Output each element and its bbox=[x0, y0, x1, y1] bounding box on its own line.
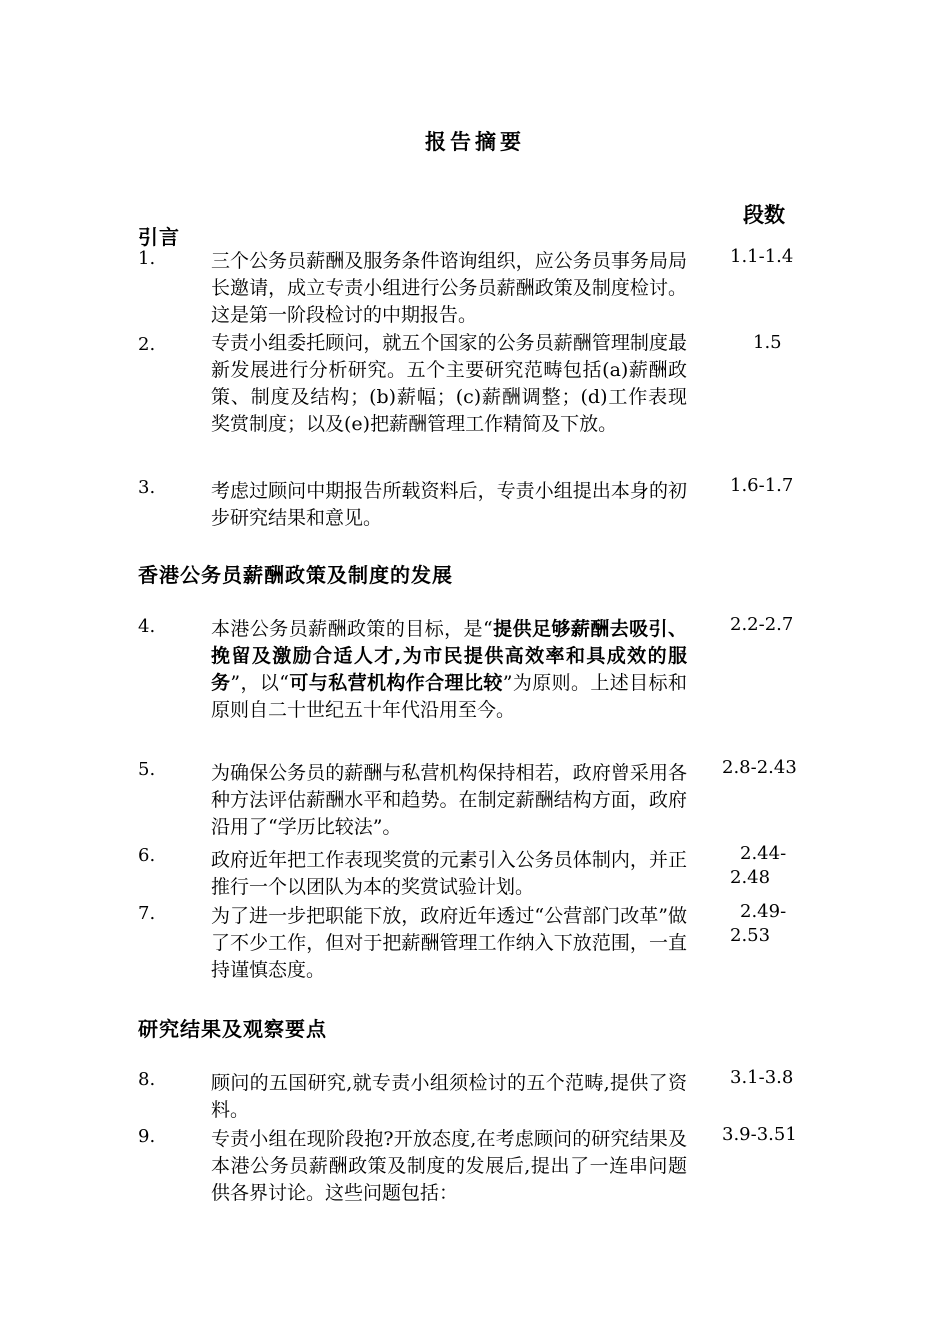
section-heading-intro: 引言 bbox=[138, 225, 180, 249]
paragraph-column-header: 段数 bbox=[743, 203, 785, 227]
item-text: 政府近年把工作表现奖赏的元素引入公务员体制内，并正推行一个以团队为本的奖赏试验计划。 bbox=[211, 849, 687, 898]
item-number: 5. bbox=[138, 759, 156, 780]
item-text: 三个公务员薪酬及服务条件谘询组织，应公务员事务局局长邀请，成立专责小组进行公务员薪酬政策及制度检讨。这是第一阶段检讨的中期报告。 bbox=[211, 250, 687, 326]
item-text: 为确保公务员的薪酬与私营机构保持相若，政府曾采用各种方法评估薪酬水平和趋势。在制定薪酬结构方面，政府沿用了“学历比较法”。 bbox=[211, 762, 687, 838]
item-number: 9. bbox=[138, 1126, 156, 1147]
item-text: 为了进一步把职能下放，政府近年透过“公营部门改革”做了不少工作，但对于把薪酬管理工作纳入下放范围，一直持谨慎态度。 bbox=[211, 905, 687, 981]
paragraph-ref: 2.49-2.53 bbox=[730, 901, 787, 946]
section-heading-development: 香港公务员薪酬政策及制度的发展 bbox=[138, 563, 453, 587]
item-number: 8. bbox=[138, 1069, 156, 1090]
item-number: 2. bbox=[138, 334, 156, 355]
item-number: 3. bbox=[138, 477, 156, 498]
bold-phrase: 提供足够薪酬去吸引、挽留及激励合适人才,为市民提供高效率和具成效的服务 bbox=[211, 618, 687, 694]
paragraph-ref: 3.9-3.51 bbox=[722, 1124, 797, 1145]
item-number: 6. bbox=[138, 845, 156, 866]
item-text: 顾问的五国研究,就专责小组须检讨的五个范畴,提供了资料。 bbox=[211, 1072, 687, 1121]
section-heading-findings: 研究结果及观察要点 bbox=[138, 1017, 327, 1041]
item-number: 7. bbox=[138, 903, 156, 924]
paragraph-ref: 3.1-3.8 bbox=[730, 1067, 794, 1088]
paragraph-ref: 1.1-1.4 bbox=[730, 246, 794, 267]
paragraph-ref: 2.8-2.43 bbox=[722, 757, 797, 778]
item-text: 本港公务员薪酬政策的目标，是“提供足够薪酬去吸引、挽留及激励合适人才,为市民提供高效率和具成效的服务”，以“可与私营机构作合理比较”为原则。上述目标和原则自二十世纪五十年代沿用至今。 bbox=[211, 618, 687, 721]
item-text: 考虑过顾问中期报告所载资料后，专责小组提出本身的初步研究结果和意见。 bbox=[211, 480, 687, 529]
item-number: 1. bbox=[138, 248, 156, 269]
report-title: 报告摘要 bbox=[425, 130, 525, 154]
paragraph-ref: 2.2-2.7 bbox=[730, 614, 794, 635]
bold-phrase: 可与私营机构作合理比较 bbox=[289, 672, 503, 694]
paragraph-ref: 2.44-2.48 bbox=[730, 843, 787, 888]
paragraph-ref: 1.6-1.7 bbox=[730, 475, 794, 496]
item-number: 4. bbox=[138, 616, 156, 637]
item-text: 专责小组委托顾问，就五个国家的公务员薪酬管理制度最新发展进行分析研究。五个主要研究范畴包括(a)薪酬政策、制度及结构；(b)薪幅；(c)薪酬调整；(d)工作表现奖赏制度；以及(e)把薪酬管理工作精简及下放。 bbox=[211, 332, 687, 435]
item-text: 专责小组在现阶段抱?开放态度,在考虑顾问的研究结果及本港公务员薪酬政策及制度的发展后,提出了一连串问题供各界讨论。这些问题包括： bbox=[211, 1128, 687, 1204]
paragraph-ref: 1.5 bbox=[753, 332, 782, 353]
